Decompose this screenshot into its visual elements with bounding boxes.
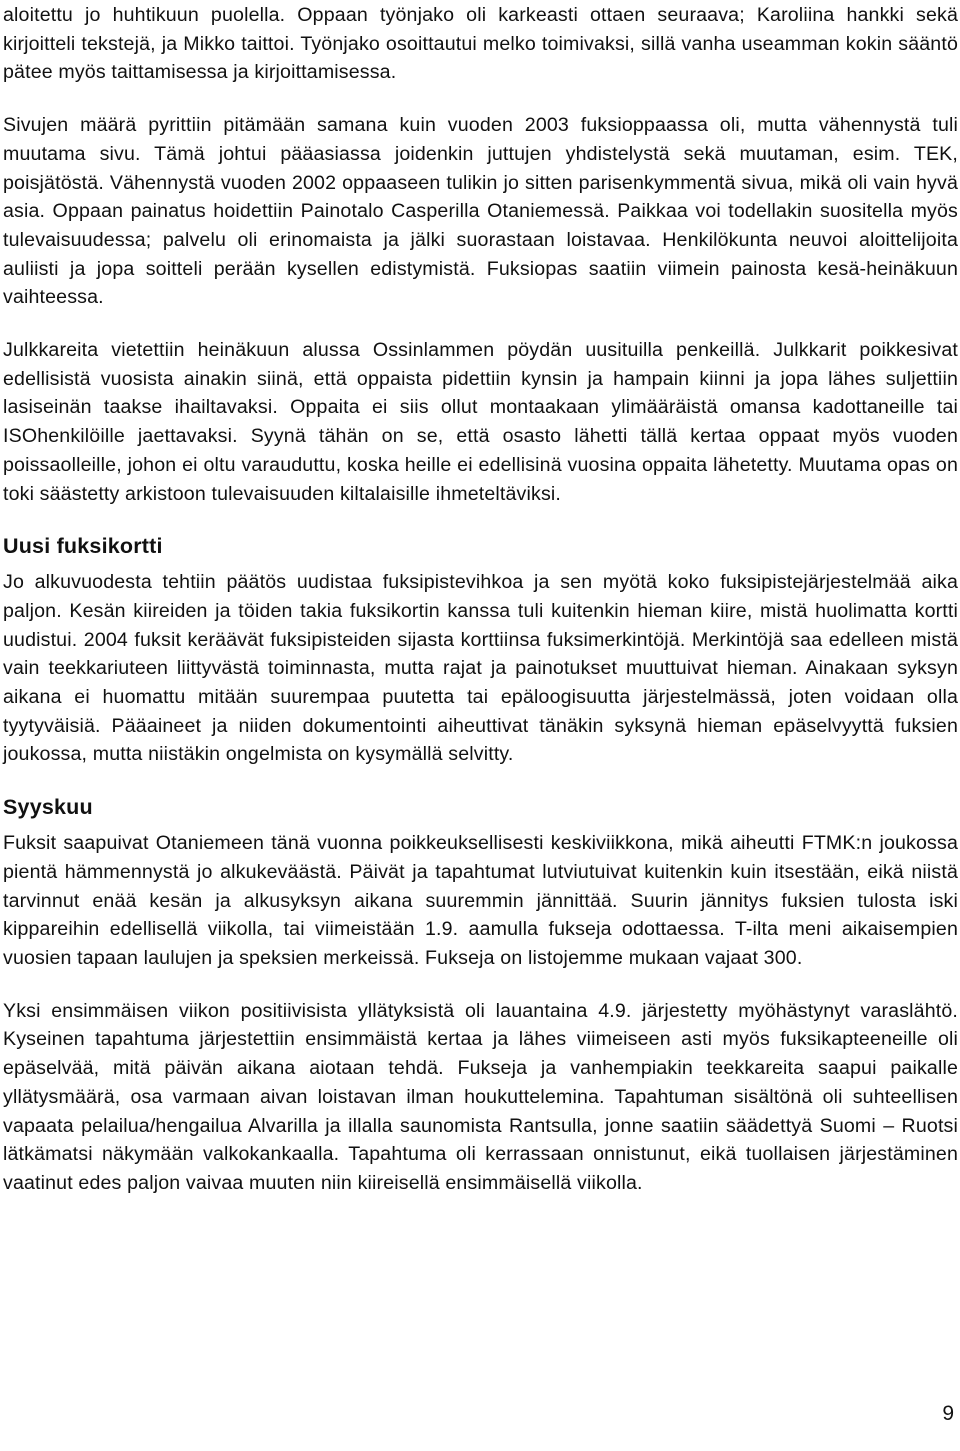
page-content [3,0,958,1198]
paragraph-fuksikortti: Jo alkuvuodesta tehtiin päätös uudistaa fuksipistevihkoa ja sen myötä koko fuksipistejärjestelmää aika paljon. Kesän kiireiden ja töiden takia fuksikortin kanssa tuli kuitenkin hieman kiire, mistä huolimatta kortti uudistui. 2004 fuksit keräävät fuksipisteiden sijasta korttiinsa fuksimerkintöjä. Merkintöjä saa edelleen mistä vain teekkariuteen liittyvästä toiminnasta, mutta rajat ja painotukset muuttuivat hieman. Ainakaan syksyn aikana ei huomattu mitään suurempaa puutetta tai epäloogisuutta järjestelmässä, joten voidaan olla tyytyväisiä. Pääaineet ja niiden dokumentointi aiheuttivat tänäkin syksynä hieman epäselvyyttä fuksien joukossa, mutta niistäkin ongelmista on kysymällä selvitty. [3,571,958,766]
paragraph-syyskuu-arrival: Fuksit saapuivat Otaniemeen tänä vuonna poikkeuksellisesti keskiviikkona, mikä aiheutti FTMK:n joukossa pientä hämmennystä jo alkukeväästä. Päivät ja tapahtumat lutviutuivat kuitenkin kuin itsestään, eikä niistä tarvinnut enää kesän ja alkusyksyn aikana suuremmin jännittää. Suurin jännitys fuksien tulosta iski kippareihin edellisellä viikolla, tai viimeistään 1.9. aamulla fukseja odottaessa. T-ilta meni aikaisempien vuosien tapaan laulujen ja speksien merkeissä. Fukseja on listojemme mukaan vajaat 300. [3,832,958,969]
section-heading-syyskuu: Syyskuu [3,795,93,820]
page-number: 9 [942,1402,954,1425]
paragraph-page-count: Sivujen määrä pyrittiin pitämään samana kuin vuoden 2003 fuksioppaassa oli, mutta vähennystä tuli muutama sivu. Tämä johtui pääasiassa joidenkin juttujen yhdistelystä sekä muutaman, esim. TEK, poisjätöstä. Vähennystä vuoden 2002 oppaaseen tulikin jo sitten parisenkymmentä sivua, mikä oli vain hyvä asia. Oppaan painatus hoidettiin Painotalo Casperilla Otaniemessä. Paikkaa voi todellakin suositella myös tulevaisuudessa; palvelu oli erinomaista ja jälki suorastaan loistavaa. Henkilökunta neuvoi aloittelijoita auliisti ja jopa soitteli perään kysellen edistymistä. Fuksiopas saatiin viimein painosta kesä-heinäkuun vaihteessa. [3,114,958,309]
paragraph-intro-continuation: aloitettu jo huhtikuun puolella. Oppaan työnjako oli karkeasti ottaen seuraava; Karoliina hankki sekä kirjoitteli tekstejä, ja Mikko taittoi. Työnjako osoittautui melko toimivaksi, sillä vanha useamman kokin sääntö pätee myös taittamisessa ja kirjoittamisessa. [3,4,958,84]
section-heading-fuksikortti: Uusi fuksikortti [3,534,163,559]
paragraph-release-party: Julkkareita vietettiin heinäkuun alussa Ossinlammen pöydän uusituilla penkeillä. Julkkarit poikkesivat edellisistä vuosista ainakin siinä, että oppaista pidettiin kynsin ja hampain kiinni ja jopa lähes suljettiin lasiseinän taakse ihailtavaksi. Oppaita ei siis ollut montaakaan ylimääräistä omansa kadottaneille tai ISOhenkilöille jaettavaksi. Syynä tähän on se, että osasto lähetti tällä kertaa oppaat myös vuoden poissaolleille, johon ei oltu varauduttu, koska heille ei edellisinä vuosina oppaita lähetetty. Muutama opas on toki säästetty arkistoon tulevaisuuden kiltalaisille ihmeteltäviksi. [3,339,958,505]
paragraph-syyskuu-varaslahto: Yksi ensimmäisen viikon positiivisista yllätyksistä oli lauantaina 4.9. järjestetty myöhästynyt varaslähtö. Kyseinen tapahtuma järjestettiin ensimmäistä kertaa ja lähes viimeiseen asti myös fuksikapteeneille oli epäselvää, mitä päivän aikana aiotaan tehdä. Fukseja ja vanhempiakin teekkareita saapui paikalle yllätysmäärä, osa varmaan aivan loistavan ilman houkuttelemina. Tapahtuman sisältönä oli suhteellisen vapaata pelailua/hengailua Alvarilla ja illalla saunomista Rantsulla, jonne saatiin säädettyä Suomi – Ruotsi lätkämatsi näkymään valkokankaalla. Tapahtuma oli kerrassaan onnistunut, eikä tuollaisen järjestäminen vaatinut edes paljon vaivaa muuten niin kiireisellä ensimmäisellä viikolla. [3,999,958,1194]
